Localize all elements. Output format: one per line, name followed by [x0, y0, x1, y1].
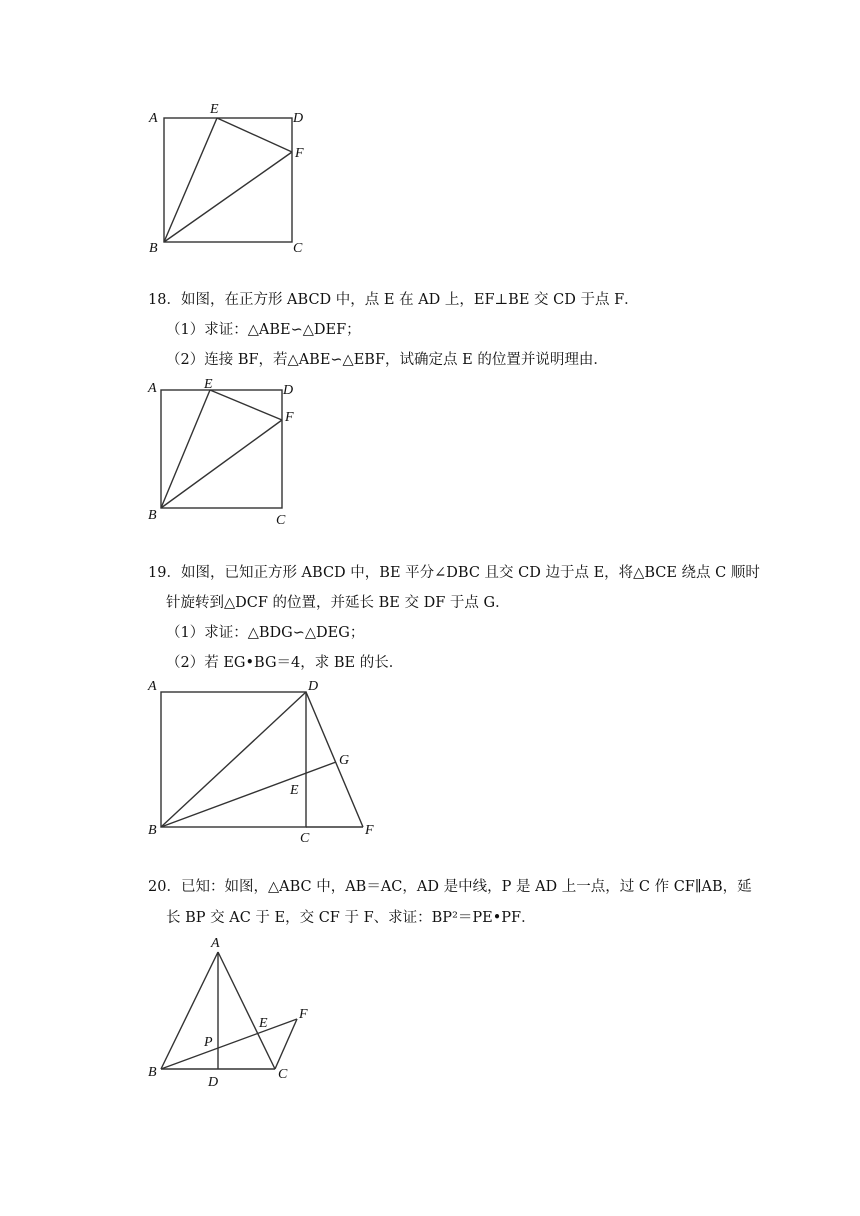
- figure-square-q19: [140, 674, 400, 844]
- label-E: E: [210, 102, 219, 117]
- q19-stem-line1: 19．如图，已知正方形 ABCD 中，BE 平分∠DBC 且交 CD 边于点 E，将△BCE 绕点 C 顺时: [148, 565, 760, 581]
- q20-stem-line2: 长 BP 交 AC 于 E，交 CF 于 F、求证：BP²＝PE•PF．: [166, 910, 536, 926]
- label-E: E: [204, 377, 213, 392]
- label-B: B: [149, 241, 158, 256]
- label-B: B: [148, 1065, 157, 1080]
- label-E: E: [290, 783, 299, 798]
- label-A: A: [148, 679, 157, 694]
- q19-stem-line2: 针旋转到△DCF 的位置，并延长 BE 交 DF 于点 G．: [166, 595, 510, 611]
- label-D: D: [208, 1075, 219, 1090]
- label-C: C: [278, 1067, 288, 1082]
- q19-part2: （2）若 EG•BG＝4，求 BE 的长．: [166, 655, 404, 671]
- label-G: G: [339, 753, 350, 768]
- q18-stem: 18．如图，在正方形 ABCD 中，点 E 在 AD 上，EF⊥BE 交 CD 于点 F．: [148, 292, 639, 308]
- label-A: A: [148, 381, 157, 396]
- q19-part1: （1）求证：△BDG∽△DEG；: [166, 625, 365, 641]
- label-D: D: [293, 111, 304, 126]
- q20-stem-line1: 20．已知：如图，△ABC 中，AB＝AC，AD 是中线，P 是 AD 上一点，过 C 作 CF∥AB，延: [148, 879, 752, 895]
- label-C: C: [300, 831, 310, 846]
- label-E: E: [259, 1016, 268, 1031]
- label-C: C: [276, 513, 286, 528]
- label-B: B: [148, 823, 157, 838]
- label-F: F: [365, 823, 374, 838]
- label-B: B: [148, 508, 157, 523]
- label-F: F: [295, 146, 304, 161]
- q18-part1: （1）求证：△ABE∽△DEF；: [166, 322, 361, 338]
- label-F: F: [299, 1007, 308, 1022]
- figure-square-top: [140, 100, 320, 260]
- label-A: A: [211, 936, 220, 951]
- figure-triangle-q20: [140, 932, 340, 1092]
- label-P: P: [204, 1035, 213, 1050]
- label-D: D: [283, 383, 294, 398]
- q18-part2: （2）连接 BF，若△ABE∽△EBF，试确定点 E 的位置并说明理由．: [166, 352, 608, 368]
- label-F: F: [285, 410, 294, 425]
- figure-square-q18: [140, 372, 320, 532]
- label-C: C: [293, 241, 303, 256]
- label-D: D: [308, 679, 319, 694]
- label-A: A: [149, 111, 158, 126]
